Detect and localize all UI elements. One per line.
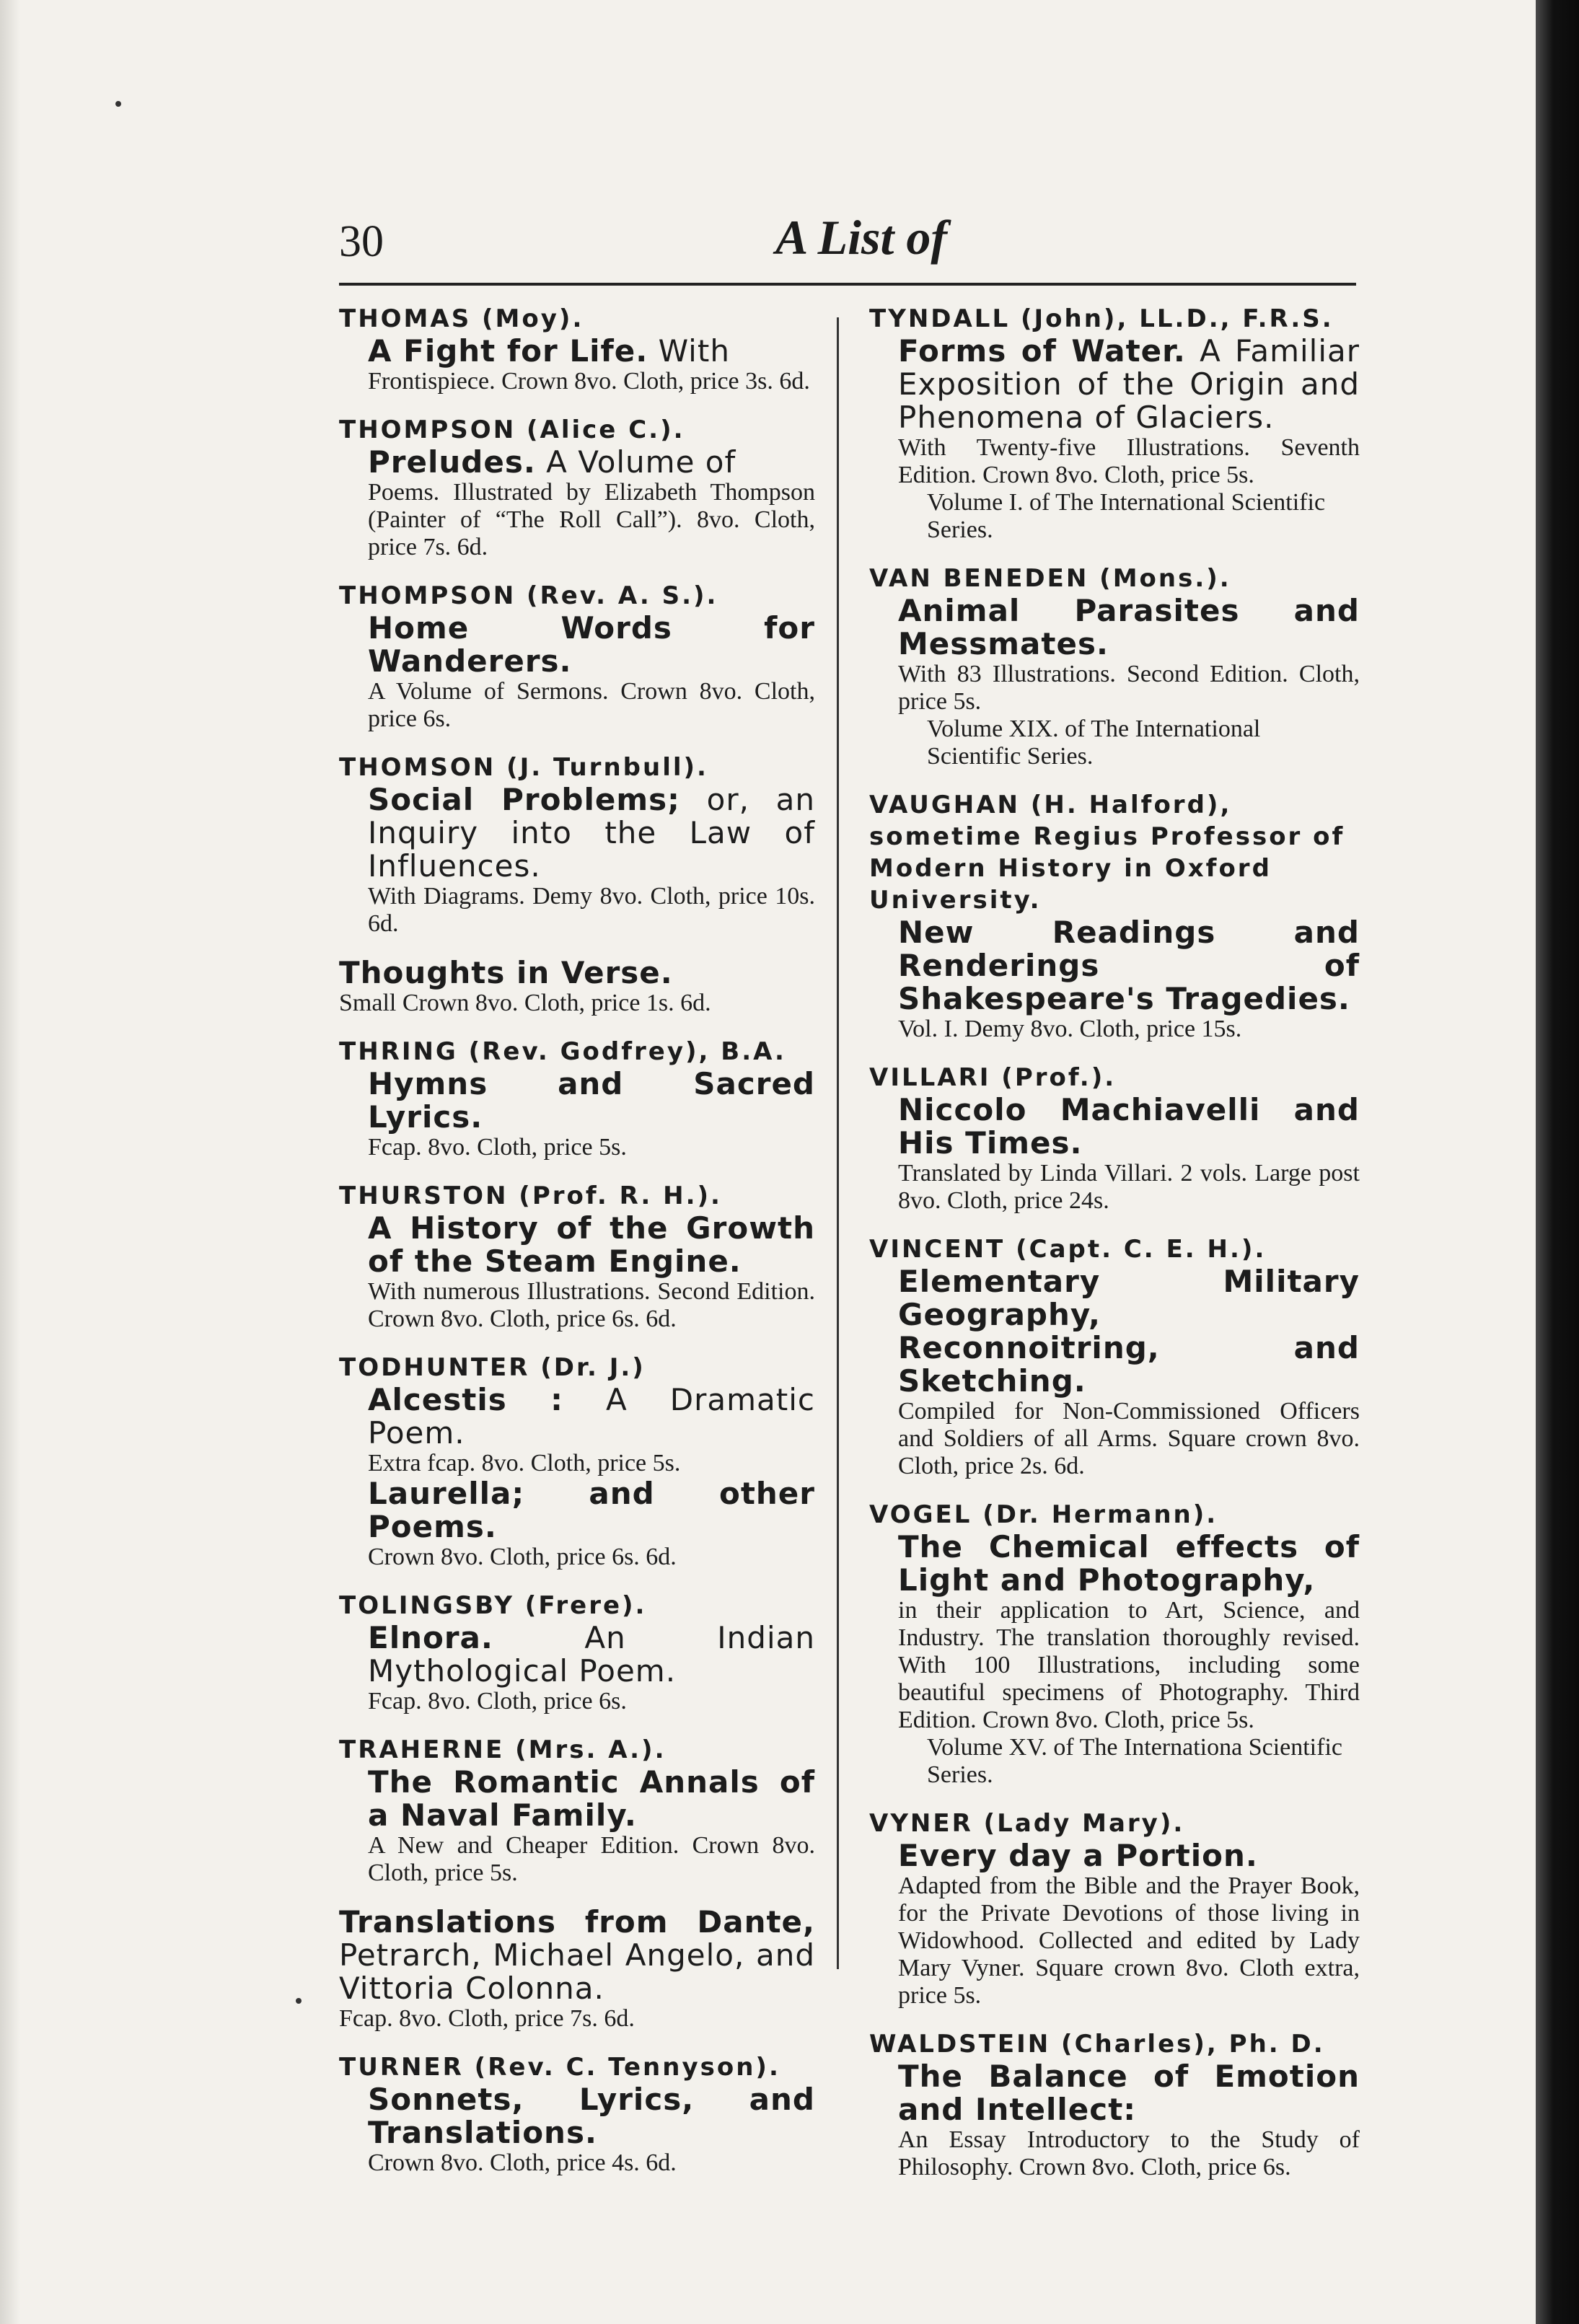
author-name: THRING (Rev. Godfrey), B.A. [339,1037,786,1066]
book-description: Extra fcap. 8vo. Cloth, price 5s. [368,1450,681,1476]
book-title [898,1093,1360,1160]
book-item [869,916,1360,1043]
book-title-text: Elementary Military Geography, Reconnoitring, and Sketching. [898,1264,1360,1399]
catalog-entry [339,580,815,733]
book-title-text: The Chemical effects of Light and Photography, [898,1529,1360,1598]
book-title [898,1531,1360,1597]
book-description: With 83 Illustrations. Second Edition. Cloth, price 5s. [898,661,1360,715]
catalog-entry [339,1036,815,1161]
book-description: Fcap. 8vo. Cloth, price 7s. 6d. [339,2005,635,2032]
author-name: VOGEL (Dr. Hermann). [869,1500,1218,1529]
book-title-text: New Readings and Renderings of Shakespeare's Tragedies. [898,915,1360,1016]
book-description: Vol. I. Demy 8vo. Cloth, price 15s. [898,1016,1242,1042]
book-title-text: Social Problems; [368,782,680,817]
book-item [869,1531,1360,1789]
header-rule [339,283,1356,286]
page-number: 30 [339,217,384,266]
book-item [339,335,815,395]
book-item [339,956,815,1017]
book-item [869,594,1360,770]
author-name: THOMPSON (Rev. A. S.). [339,581,718,610]
book-title [368,335,815,368]
column-rule [837,317,839,1969]
book-title-text: Niccolo Machiavelli and His Times. [898,1092,1360,1161]
book-description: An Essay Introductory to the Study of Philosophy. Crown 8vo. Cloth, price 6s. [898,2126,1360,2180]
book-item [869,1265,1360,1480]
book-item [339,783,815,938]
book-title-text: The Romantic Annals of a Naval Family. [368,1764,815,1833]
book-description: Frontispiece. Crown 8vo. Cloth, price 3s. 6d. [368,368,810,395]
author-name: VILLARI (Prof.). [869,1063,1117,1092]
book-item [339,446,815,561]
scan-edge-right [1536,0,1579,2324]
book-description: Fcap. 8vo. Cloth, price 6s. [368,1688,627,1715]
book-subtitle: With [658,333,730,369]
catalog-entry [869,563,1360,770]
book-subtitle: An Indian Mythological Poem. [368,1620,815,1689]
catalog-entry [869,1062,1360,1215]
book-item [869,1093,1360,1215]
book-title [368,446,815,479]
book-description: Fcap. 8vo. Cloth, price 5s. [368,1134,627,1161]
book-description: With Twenty-five Illustrations. Seventh Edition. Crown 8vo. Cloth, price 5s. [898,434,1360,488]
series-note: Volume XIX. of The International Scientific Series. [927,716,1261,770]
catalog-entry [339,1734,815,1887]
book-description: A Volume of Sermons. Crown 8vo. Cloth, price 6s. [368,678,815,732]
book-description: Crown 8vo. Cloth, price 4s. 6d. [368,2149,677,2176]
author-name: VAUGHAN (H. Halford), sometime Regius Professor of Modern History in Oxford University. [869,791,1345,915]
book-item [339,1477,815,1571]
author-name: TURNER (Rev. C. Tennyson). [339,2053,780,2082]
catalog-entry [869,303,1360,544]
book-title-text: A Fight for Life. [368,333,648,369]
book-title [339,1906,815,2005]
book-title-text: Home Words for Wanderers. [368,610,815,679]
catalog-entry [869,2028,1360,2181]
book-item [869,1839,1360,2010]
book-item [339,1068,815,1161]
book-title [368,612,815,678]
book-title-text: Elnora. [368,1620,493,1655]
book-item [339,1621,815,1715]
book-subtitle: A Familiar Exposition of the Origin and Phenomena of Glaciers. [898,333,1360,435]
scan-speck [296,1998,302,2004]
scan-edge-left [0,0,20,2324]
book-title-text: Alcestis : [368,1382,563,1417]
book-description: Translated by Linda Villari. 2 vols. Large post 8vo. Cloth, price 24s. [898,1160,1360,1214]
book-item [339,1212,815,1333]
catalog-entry [339,414,815,561]
book-title [368,1621,815,1688]
author-name: TYNDALL (John), LL.D., F.R.S. [869,304,1334,333]
catalog-entry [339,303,815,395]
book-title [368,1212,815,1278]
catalog-entry [339,1906,815,2033]
book-title [368,783,815,883]
book-title-text: Forms of Water. [898,333,1186,369]
book-title [339,956,815,990]
book-description: With numerous Illustrations. Second Edition. Crown 8vo. Cloth, price 6s. 6d. [368,1278,815,1332]
catalog-entry [869,1808,1360,2010]
author-name: VYNER (Lady Mary). [869,1809,1185,1838]
book-description: Adapted from the Bible and the Prayer Book, for the Private Devotions of those living in Widowhood. Collected and edited by Lady Mary Vyner. Square crown 8vo. Cloth extra, price 5s. [898,1872,1360,2009]
book-title [898,594,1360,661]
author-name: TOLINGSBY (Frere). [339,1591,647,1620]
book-subtitle: or, an Inquiry into the Law of Influences. [368,782,815,884]
author-name: TODHUNTER (Dr. J.) [339,1353,646,1382]
right-column [869,303,1360,2200]
book-title [368,1766,815,1832]
book-title-text: Preludes. [368,444,536,480]
book-description: A New and Cheaper Edition. Crown 8vo. Cloth, price 5s. [368,1832,815,1886]
book-item [339,1383,815,1477]
book-title [898,916,1360,1016]
series-note: Volume I. of The International Scientific Series. [927,489,1326,543]
book-subtitle: A Dramatic Poem. [368,1382,815,1451]
catalog-entry [339,752,815,938]
book-title [368,1383,815,1450]
author-name: VAN BENEDEN (Mons.). [869,564,1231,593]
book-item [869,335,1360,544]
author-name: VINCENT (Capt. C. E. H.). [869,1235,1267,1264]
book-title-text: The Balance of Emotion and Intellect: [898,2059,1360,2127]
book-description: Compiled for Non-Commissioned Officers and Soldiers of all Arms. Square crown 8vo. Cloth, price 2s. 6d. [898,1398,1360,1479]
page-header [339,209,1356,281]
book-description: Small Crown 8vo. Cloth, price 1s. 6d. [339,990,711,1016]
catalog-entry [869,1233,1360,1480]
book-item [339,1766,815,1887]
running-title: A List of [775,210,948,265]
book-description: With Diagrams. Demy 8vo. Cloth, price 10s. 6d. [368,883,815,937]
book-item [339,2083,815,2177]
catalog-entry [339,1590,815,1715]
book-item [869,2060,1360,2181]
catalog-entry [339,2051,815,2177]
book-title-text: Animal Parasites and Messmates. [898,593,1360,661]
scan-speck [115,101,121,107]
book-item [339,612,815,733]
book-subtitle: Petrarch, Michael Angelo, and Vittoria Colonna. [339,1937,815,2006]
book-title [368,1068,815,1134]
author-name: WALDSTEIN (Charles), Ph. D. [869,2030,1325,2059]
author-name: THOMAS (Moy). [339,304,584,333]
book-title [898,1265,1360,1398]
book-title [368,1477,815,1544]
book-subtitle: A Volume of [546,444,736,480]
book-title-text: Hymns and Sacred Lyrics. [368,1066,815,1135]
catalog-entry [339,956,815,1017]
series-note: Volume XV. of The Internationa Scientific Series. [927,1734,1342,1788]
book-description: Poems. Illustrated by Elizabeth Thompson (Painter of “The Roll Call”). 8vo. Cloth, price 7s. 6d. [368,479,815,560]
book-description: Crown 8vo. Cloth, price 6s. 6d. [368,1544,677,1570]
catalog-entry [869,789,1360,1043]
book-title-text: Every day a Portion. [898,1838,1258,1873]
book-title [898,1839,1360,1872]
author-name: THOMPSON (Alice C.). [339,415,685,444]
catalog-entry [339,1180,815,1333]
catalog-entry [339,1352,815,1571]
book-title-text: Translations from Dante, [339,1904,815,1940]
author-name: THOMSON (J. Turnbull). [339,753,708,782]
book-title-text: Sonnets, Lyrics, and Translations. [368,2082,815,2150]
book-title-text: Laurella; and other Poems. [368,1476,815,1544]
book-title-text: Thoughts in Verse. [339,955,673,990]
book-title [898,335,1360,434]
author-name: THURSTON (Prof. R. H.). [339,1181,722,1210]
book-title [898,2060,1360,2126]
book-title-text: A History of the Growth of the Steam Engine. [368,1210,815,1279]
left-column [339,303,815,2196]
author-name: TRAHERNE (Mrs. A.). [339,1735,667,1764]
book-description: in their application to Art, Science, and Industry. The translation thoroughly revised. With 100 Illustrations, including some beautiful specimens of Photography. Third Edition. Crown 8vo. Cloth, price 5s. [898,1597,1360,1733]
catalog-entry [869,1499,1360,1789]
book-title [368,2083,815,2149]
book-item [339,1906,815,2033]
